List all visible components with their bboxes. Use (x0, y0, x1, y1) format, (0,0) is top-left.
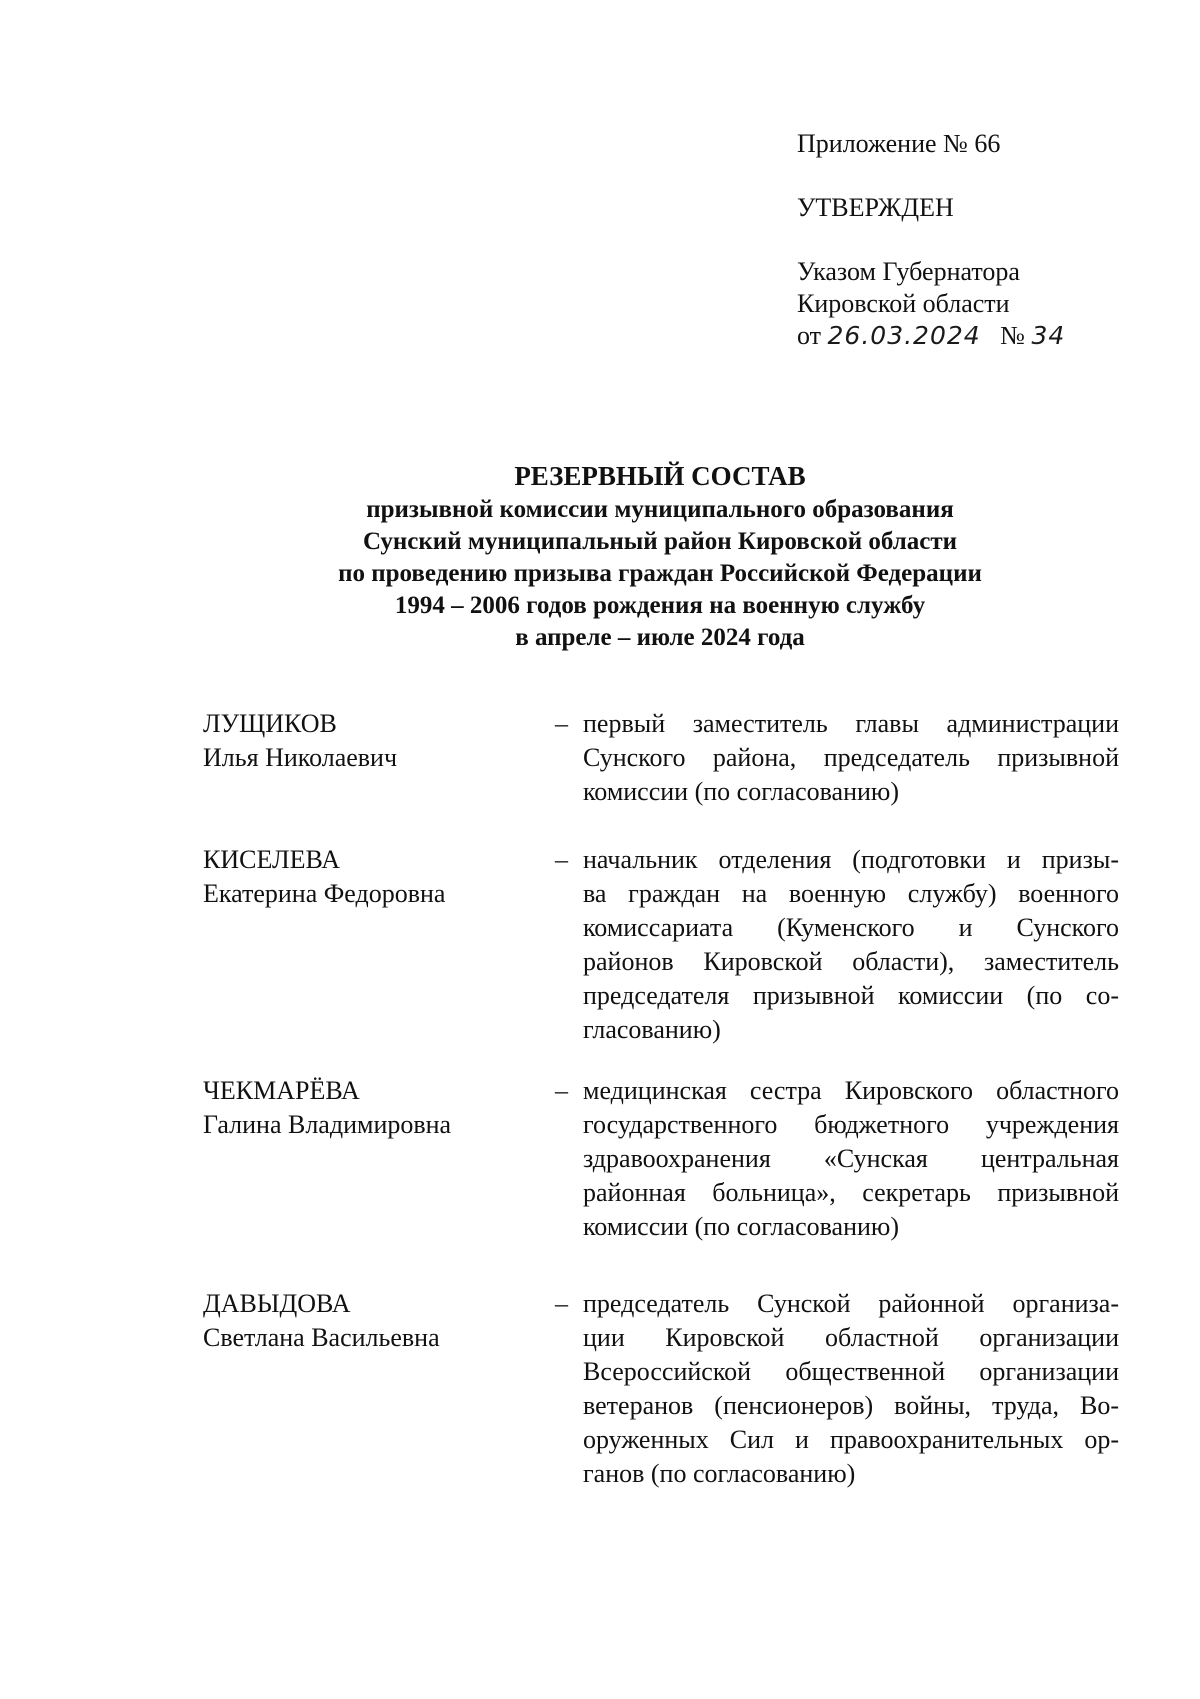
approval-block (797, 128, 1157, 352)
role-line: начальник отделения (подготовки и призы- (583, 845, 1119, 874)
number-prefix: № (1000, 321, 1025, 350)
member-surname: КИСЕЛЕВА (203, 845, 340, 874)
member-role (583, 1287, 1119, 1491)
document-title (200, 460, 1120, 654)
member-role (583, 707, 1119, 809)
member-dash: – (555, 709, 568, 738)
member-surname: ЛУЩИКОВ (203, 709, 337, 738)
date-prefix: от (797, 321, 822, 350)
role-line: медицинская сестра Кировского областного (583, 1076, 1119, 1105)
member-dash: – (555, 845, 568, 874)
role-line: Всероссийской общественной организации (583, 1357, 1119, 1386)
member-dash: – (555, 1289, 568, 1318)
role-line: районная больница», секретарь призывной (583, 1178, 1119, 1207)
title-line: в апреле – июле 2024 года (515, 624, 805, 651)
role-line: ции Кировской областной организации (583, 1323, 1119, 1352)
member-given-name: Илья Николаевич (203, 743, 398, 772)
decree-date-line (797, 320, 1157, 352)
handwritten-date: 26.03.2024 (827, 321, 981, 350)
member-surname: ДАВЫДОВА (203, 1289, 351, 1318)
role-line: ва граждан на военную службу) военного (583, 879, 1119, 908)
member-name (203, 1287, 543, 1355)
role-line: ветеранов (пенсионеров) войны, труда, Во- (583, 1391, 1119, 1420)
appendix-number: Приложение № 66 (797, 129, 1001, 158)
title-line: призывной комиссии муниципального образования (366, 496, 954, 523)
role-line: председатель Сунской районной организа- (583, 1289, 1119, 1318)
title-line: по проведению призыва граждан Российской Федерации (338, 560, 982, 587)
member-given-name: Светлана Васильевна (203, 1323, 440, 1352)
approved-label: УТВЕРЖДЕН (797, 193, 954, 222)
role-line: гласованию) (583, 1015, 721, 1044)
member-role (583, 1074, 1119, 1244)
title-line: Сунский муниципальный район Кировской области (362, 528, 958, 555)
role-line: комиссии (по согласованию) (583, 777, 899, 806)
role-line: первый заместитель главы администрации (583, 709, 1119, 738)
member-surname: ЧЕКМАРЁВА (203, 1076, 360, 1105)
member-name (203, 707, 543, 775)
title-main: РЕЗЕРВНЫЙ СОСТАВ (514, 461, 806, 491)
role-line: районов Кировской области), заместитель (583, 947, 1119, 976)
title-line: 1994 – 2006 годов рождения на военную службу (394, 592, 926, 619)
role-line: здравоохранения «Сунская центральная (583, 1144, 1119, 1173)
member-given-name: Галина Владимировна (203, 1110, 452, 1139)
role-line: оруженных Сил и правоохранительных ор- (583, 1425, 1119, 1454)
role-line: комиссии (по согласованию) (583, 1212, 899, 1241)
member-role (583, 843, 1119, 1047)
role-line: председателя призывной комиссии (по со- (583, 981, 1119, 1010)
member-name (203, 1074, 543, 1142)
role-line: ганов (по согласованию) (583, 1459, 856, 1488)
member-dash: – (555, 1076, 568, 1105)
handwritten-number: 34 (1031, 321, 1066, 350)
role-line: государственного бюджетного учреждения (583, 1110, 1119, 1139)
member-name (203, 843, 543, 911)
decree-line-2: Кировской области (797, 289, 1010, 318)
decree-line-1: Указом Губернатора (797, 257, 1020, 286)
role-line: комиссариата (Куменского и Сунского (583, 913, 1119, 942)
role-line: Сунского района, председатель призывной (583, 743, 1119, 772)
member-given-name: Екатерина Федоровна (203, 879, 446, 908)
